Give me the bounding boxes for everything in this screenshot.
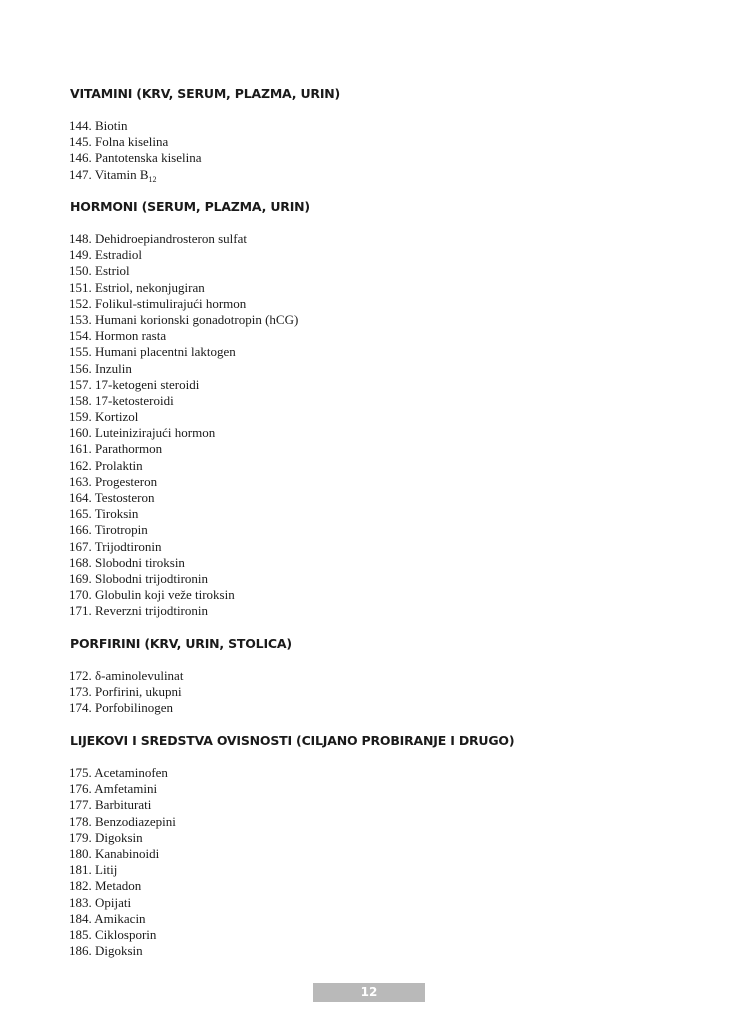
list-item	[69, 911, 176, 927]
list-item	[69, 474, 298, 490]
section-heading-lijekovi: LIJEKOVI I SREDSTVA OVISNOSTI (CILJANO PROBIRANJE I DRUGO)	[70, 733, 515, 748]
item-number: 186.	[69, 943, 92, 959]
list-vitamini	[69, 118, 202, 183]
item-number: 170.	[69, 587, 92, 603]
item-number: 182.	[69, 878, 92, 894]
item-text: Slobodni trijodtironin	[95, 570, 209, 586]
item-text: Progesteron	[95, 473, 158, 489]
item-subscript: 12	[148, 174, 157, 184]
item-number: 167.	[69, 538, 92, 554]
item-number: 184.	[69, 910, 92, 926]
item-number: 149.	[69, 247, 92, 263]
section-heading-hormoni: HORMONI (SERUM, PLAZMA, URIN)	[70, 199, 310, 214]
item-number: 174.	[69, 700, 92, 716]
item-number: 171.	[69, 603, 92, 619]
item-number: 151.	[69, 279, 92, 295]
list-item	[69, 441, 298, 457]
item-text: Kanabinoidi	[95, 845, 160, 861]
item-number: 159.	[69, 409, 92, 425]
item-number: 169.	[69, 570, 92, 586]
list-item	[69, 344, 298, 360]
item-text: Amikacin	[94, 910, 146, 926]
item-number: 176.	[69, 781, 92, 797]
list-item	[69, 150, 202, 166]
item-text: Luteinizirajući hormon	[95, 425, 216, 441]
list-item	[69, 555, 298, 571]
list-porfirini	[69, 668, 183, 717]
list-item	[69, 377, 298, 393]
item-number: 177.	[69, 797, 92, 813]
list-item	[69, 231, 298, 247]
item-text: Acetaminofen	[94, 765, 168, 780]
list-item	[69, 878, 176, 894]
list-item	[69, 603, 298, 619]
item-number: 148.	[69, 231, 92, 246]
item-text: Humani korionski gonadotropin (hCG)	[95, 311, 299, 327]
item-number: 145.	[69, 134, 92, 150]
item-number: 155.	[69, 344, 92, 360]
section-heading-vitamini: VITAMINI (KRV, SERUM, PLAZMA, URIN)	[70, 86, 341, 101]
list-item	[69, 587, 298, 603]
item-text: Estriol	[95, 263, 130, 279]
item-text: Estradiol	[95, 247, 142, 263]
item-number: 165.	[69, 506, 92, 522]
item-text: Pantotenska kiselina	[95, 150, 202, 166]
item-text: Folna kiselina	[95, 134, 169, 150]
item-number: 158.	[69, 392, 92, 408]
list-item	[69, 118, 202, 134]
list-item	[69, 797, 176, 813]
item-number: 178.	[69, 813, 92, 829]
list-lijekovi	[69, 765, 176, 959]
item-number: 168.	[69, 554, 92, 570]
item-text: Tiroksin	[94, 506, 139, 522]
list-item	[69, 490, 298, 506]
list-item	[69, 458, 298, 474]
list-item	[69, 862, 176, 878]
item-text: Globulin koji veže tiroksin	[95, 587, 235, 603]
page-number: 12	[313, 983, 425, 1002]
list-item	[69, 134, 202, 150]
item-text: Prolaktin	[95, 457, 143, 473]
item-number: 181.	[69, 862, 92, 878]
item-number: 152.	[69, 295, 92, 311]
list-item	[69, 296, 298, 312]
item-text: Inzulin	[95, 360, 132, 376]
item-text: Benzodiazepini	[95, 813, 176, 829]
item-number: 185.	[69, 926, 92, 942]
list-item	[69, 393, 298, 409]
item-number: 179.	[69, 829, 92, 845]
list-item	[69, 927, 176, 943]
item-text: Vitamin B	[94, 166, 149, 182]
item-text: Ciklosporin	[95, 926, 157, 942]
item-text: Humani placentni laktogen	[95, 344, 236, 360]
item-text: Porfobilinogen	[95, 700, 173, 716]
item-text: Parathormon	[95, 441, 163, 457]
item-text: Kortizol	[95, 409, 139, 425]
list-item	[69, 425, 298, 441]
item-number: 156.	[69, 360, 92, 376]
item-number: 183.	[69, 894, 92, 910]
item-text: Dehidroepiandrosteron sulfat	[95, 231, 247, 246]
item-number: 164.	[69, 490, 92, 505]
section-heading-porfirini: PORFIRINI (KRV, URIN, STOLICA)	[70, 636, 292, 651]
item-number: 157.	[69, 376, 92, 392]
list-item	[69, 522, 298, 538]
list-item	[69, 700, 183, 716]
list-item	[69, 814, 176, 830]
item-number: 173.	[69, 684, 92, 700]
item-number: 172.	[69, 668, 92, 683]
item-text: Digoksin	[95, 943, 143, 959]
item-text: 17-ketogeni steroidi	[95, 376, 200, 392]
list-item	[69, 830, 176, 846]
list-item	[69, 684, 183, 700]
item-text: Barbiturati	[95, 797, 152, 813]
item-text: Hormon rasta	[95, 328, 167, 344]
item-number: 147.	[69, 166, 92, 182]
item-text: Amfetamini	[94, 781, 158, 797]
item-number: 160.	[69, 425, 92, 441]
list-item	[69, 506, 298, 522]
list-item	[69, 247, 298, 263]
item-text: Testosteron	[94, 490, 155, 505]
list-item	[69, 943, 176, 959]
item-number: 150.	[69, 263, 92, 279]
list-item	[69, 361, 298, 377]
item-text: Slobodni tiroksin	[95, 554, 185, 570]
list-item	[69, 539, 298, 555]
item-text: Folikul-stimulirajući hormon	[95, 295, 247, 311]
list-item	[69, 846, 176, 862]
item-number: 146.	[69, 150, 92, 166]
list-hormoni	[69, 231, 298, 620]
list-item	[69, 668, 183, 684]
list-item	[69, 571, 298, 587]
list-item	[69, 312, 298, 328]
item-text: 17-ketosteroidi	[95, 392, 174, 408]
item-text: Estriol, nekonjugiran	[95, 279, 205, 295]
list-item	[69, 781, 176, 797]
list-item	[69, 280, 298, 296]
list-item	[69, 765, 176, 781]
list-item	[69, 263, 298, 279]
list-item	[69, 328, 298, 344]
item-number: 153.	[69, 311, 92, 327]
item-number: 162.	[69, 457, 92, 473]
item-text: Metadon	[95, 878, 142, 894]
item-number: 163.	[69, 473, 92, 489]
item-text: δ-aminolevulinat	[95, 668, 184, 683]
item-text: Opijati	[95, 894, 132, 910]
item-text: Biotin	[95, 118, 128, 133]
item-number: 161.	[69, 441, 92, 457]
item-text: Porfirini, ukupni	[95, 684, 182, 700]
item-text: Tirotropin	[94, 522, 148, 538]
list-item	[69, 167, 202, 183]
item-text: Digoksin	[95, 829, 143, 845]
item-number: 154.	[69, 328, 92, 344]
item-text: Litij	[95, 862, 118, 878]
item-number: 175.	[69, 765, 92, 780]
item-number: 180.	[69, 845, 92, 861]
item-number: 166.	[69, 522, 92, 538]
list-item	[69, 409, 298, 425]
item-text: Trijodtironin	[94, 538, 162, 554]
item-text: Reverzni trijodtironin	[95, 603, 209, 619]
item-number: 144.	[69, 118, 92, 133]
list-item	[69, 895, 176, 911]
